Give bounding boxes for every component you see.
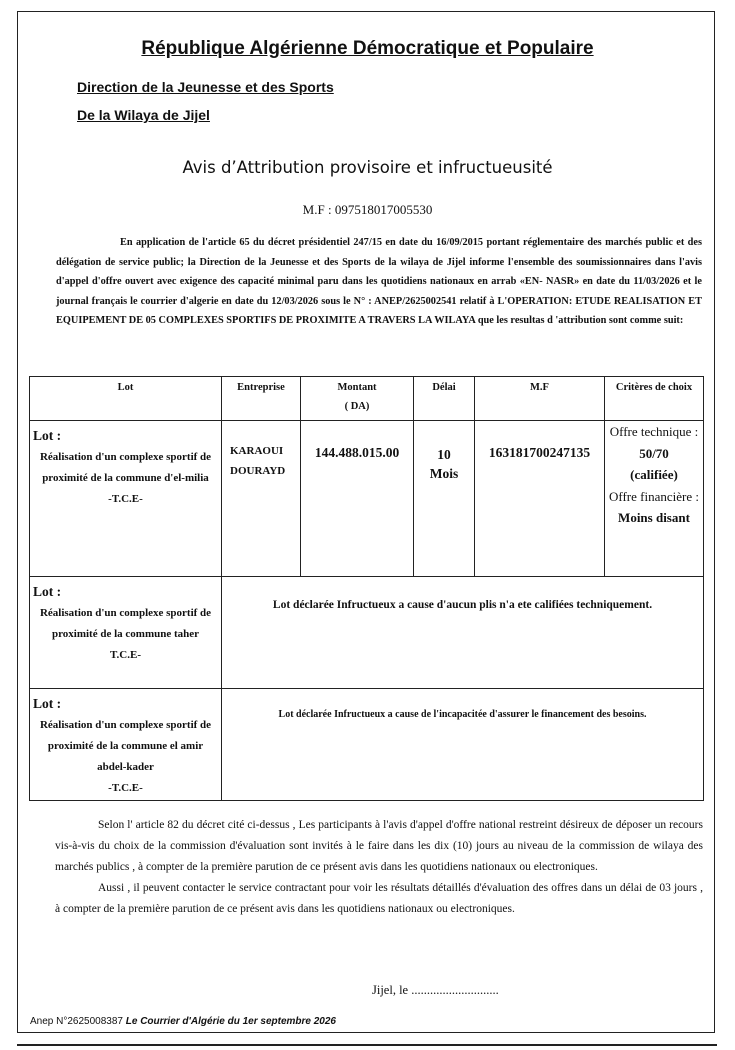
contact-paragraph: Aussi , il peuvent contacter le service contractant pour voir les résultats détaillés d'évaluation des offres dans un délai de 03 jours , à compter de la première parution de ce présent avis dans les quotidiens nationaux ou electroniques.: [55, 882, 703, 915]
lot-code: -T.C.E-: [108, 782, 143, 794]
lot-code: -T.C.E-: [108, 493, 143, 505]
montant-cell: 144.488.015.00: [301, 421, 414, 577]
lot-cell: [30, 421, 222, 577]
lot-description: Réalisation d'un complexe sportif de proximité de la commune taher: [39, 607, 212, 640]
lot-cell: [30, 689, 222, 801]
signature-line: Jijel, le ............................: [372, 983, 499, 997]
criteres-cell: Offre technique : 50/70 (califiée) Offre financière : Moins disant: [605, 421, 704, 577]
bottom-divider: [17, 1044, 717, 1046]
header-montant: Montant ( DA): [301, 377, 414, 421]
direction-line: Direction de la Jeunesse et des Sports: [77, 79, 334, 95]
lot-label: Lot :: [33, 696, 62, 711]
table-header-row: [30, 377, 704, 421]
anep-reference: Anep N°2625008387 Le Courrier d'Algérie du 1er septembre 2026: [30, 1016, 336, 1027]
republic-title: République Algérienne Démocratique et Populaire: [141, 38, 594, 59]
lot-description: Réalisation d'un complexe sportif de proximité de la commune el amir abdel-kader: [39, 719, 212, 773]
lot-result: Lot déclarée Infructueux a cause de l'incapacitée d'assurer le financement des besoins.: [222, 689, 704, 801]
lot-description: Réalisation d'un complexe sportif de proximité de la commune d'el-milia: [39, 451, 212, 484]
intro-paragraph: [56, 233, 702, 331]
attribution-table: [29, 376, 704, 801]
table-row: [30, 421, 704, 577]
footer-text: [55, 815, 703, 920]
header-criteres: Critères de choix: [605, 377, 704, 421]
recourse-paragraph: Selon l' article 82 du décret cité ci-dessus , Les participants à l'avis d'appel d'offre national restreint désireux de déposer un recours vis-à-vis du choix de la commission d'évaluation sont invités à le faire dans les dix (10) jours au niveau de la commission de wilaya des marchés publics , à compter de la première parution de ce présent avis dans les quotidiens nationaux ou electroniques.: [55, 819, 703, 873]
header-mf: M.F: [475, 377, 605, 421]
lot-result: Lot déclarée Infructueux a cause d'aucun plis n'a ete califiées techniquement.: [222, 577, 704, 689]
header-lot: Lot: [30, 377, 222, 421]
notice-title: Avis d’Attribution provisoire et infructueusité: [182, 158, 553, 177]
lot-code: T.C.E-: [110, 649, 141, 661]
wilaya-line: De la Wilaya de Jijel: [77, 107, 210, 123]
header-delai: Délai: [414, 377, 475, 421]
delai-cell: 10 Mois: [414, 421, 475, 577]
header-entreprise: Entreprise: [222, 377, 301, 421]
entreprise-cell: KARAOUI DOURAYD: [222, 421, 301, 577]
lot-cell: [30, 577, 222, 689]
intro-text: En application de l'article 65 du décret présidentiel 247/15 en date du 16/09/2015 portant réglementaire des marchés public et des délégation de service public; la Direction de la Jeunesse et des Sports de la wilaya de Jijel informe l'ensemble des soumissionnaires dans l'avis d'appel d'offre ouvert avec exigence des capacité minimal paru dans les quotidiens nationaux en arrab «EN- NASR» en date du 11/03/2026 et le journal français le courrier d'algerie en date du 12/03/2026 sous le N° : ANEP/2625002541 relatif à L'OPERATION: ETUDE REALISATION ET EQUIPEMENT DE 05 COMPLEXES SPORTIFS DE PROXIMITE A TRAVERS LA WILAYA que les resultas d 'attribution sont comme suit:: [56, 237, 702, 327]
table-row: [30, 689, 704, 801]
mf-number: M.F : 097518017005530: [302, 202, 433, 217]
table-row: [30, 577, 704, 689]
mf-cell: 163181700247135: [475, 421, 605, 577]
lot-label: Lot :: [33, 584, 62, 599]
lot-label: Lot :: [33, 428, 62, 443]
